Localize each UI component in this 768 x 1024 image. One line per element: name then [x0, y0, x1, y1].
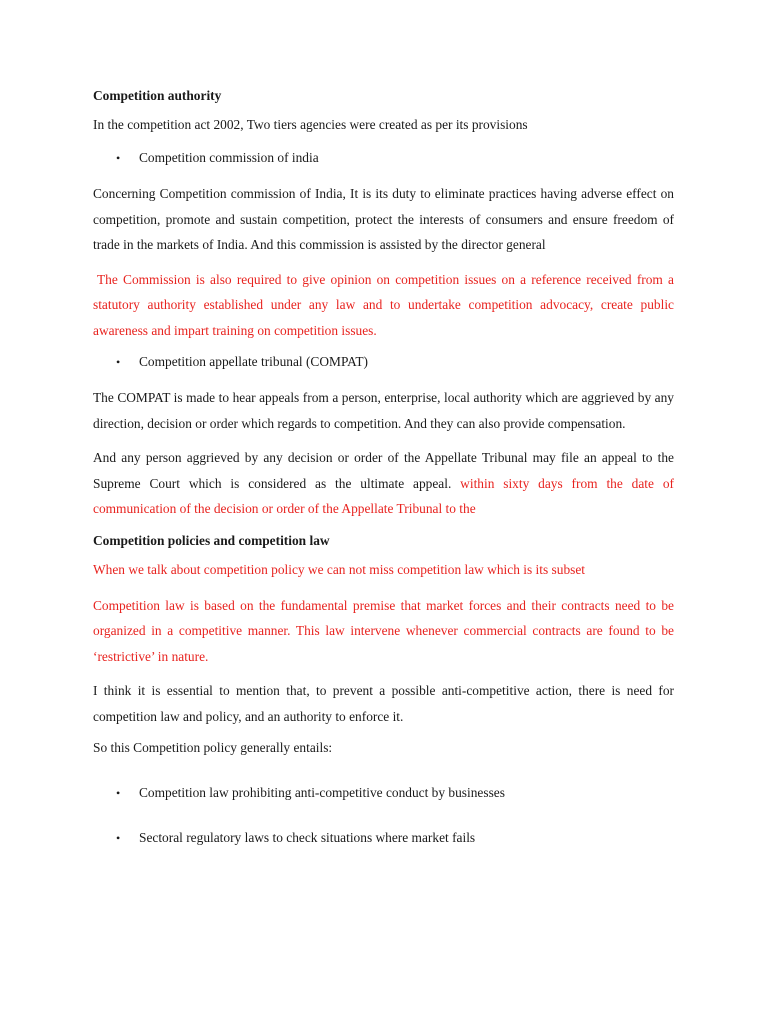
bullet-item-compat: [93, 352, 674, 372]
bullet-item-commission: [93, 148, 674, 168]
appeal-text: And any person aggrieved by any decision or order of the Appellate Tribunal may file an appeal to the Supreme Court which is considered as the ultimate appeal.: [93, 450, 674, 491]
bullet-dot-icon: •: [116, 831, 121, 845]
heading-competition-policies: Competition policies and competition law: [93, 532, 330, 548]
heading-competition-authority: Competition authority: [93, 88, 222, 103]
bullet-dot-icon: •: [116, 151, 121, 165]
bullet-item-prohibiting: [93, 783, 674, 803]
paragraph-compat: The COMPAT is made to hear appeals from a person, enterprise, local authority which are aggrieved by any direction, decision or order which regards to competition. And they can also provide compensation.: [93, 390, 674, 431]
paragraph-competition-law: Competition law is based on the fundamental premise that market forces and their contracts need to be organized in a competitive manner. This law intervene whenever commercial contracts are found to be ‘restrictive’ in nature.: [93, 597, 674, 664]
paragraph-commission-duty: Concerning Competition commission of India, It is its duty to eliminate practices having adverse effect on competition, promote and sustain competition, protect the interests of consumers and ensure freedom of trade in the markets of India. And this commission is assisted by the director general: [93, 186, 674, 252]
bullet-text: Competition law prohibiting anti-competitive conduct by businesses: [139, 785, 505, 800]
bullet-text: Sectoral regulatory laws to check situations where market fails: [139, 830, 476, 845]
paragraph-essential: I think it is essential to mention that, to prevent a possible anti-competitive action, there is need for competition law and policy, and an authority to enforce it.: [93, 683, 674, 724]
bullet-dot-icon: •: [116, 355, 121, 369]
appeal-text-highlight: within sixty days from the date of communication of the decision or order of the Appellate Tribunal to the: [93, 475, 674, 516]
document-page: [93, 86, 674, 861]
bullet-item-sectoral: [93, 828, 674, 848]
paragraph-policy-subset: When we talk about competition policy we can not miss competition law which is its subset: [93, 561, 586, 577]
paragraph-appeal: [93, 445, 674, 522]
bullet-text: Competition commission of india: [139, 150, 319, 165]
bullet-dot-icon: •: [116, 786, 121, 800]
paragraph-policy-entails: So this Competition policy generally entails:: [93, 740, 333, 755]
bullet-text: Competition appellate tribunal (COMPAT): [139, 354, 368, 369]
paragraph-commission-opinion: The Commission is also required to give opinion on competition issues on a reference received from a statutory authority established under any law and to undertake competition advocacy, create public awareness and impart training on competition issues.: [93, 271, 674, 338]
intro-paragraph: In the competition act 2002, Two tiers agencies were created as per its provisions: [93, 117, 528, 132]
